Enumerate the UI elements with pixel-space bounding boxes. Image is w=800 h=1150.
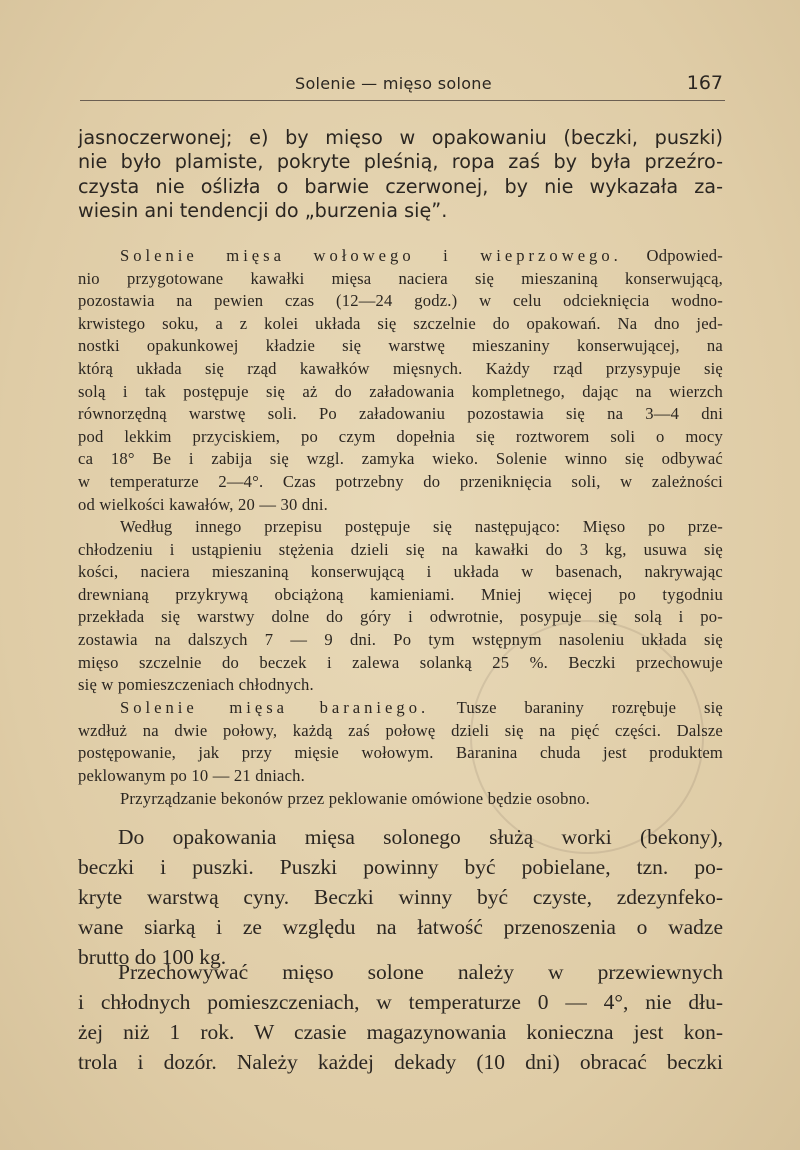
text-line: peklowanym po 10 — 21 dniach. xyxy=(78,765,306,785)
running-title: Solenie — mięso solone xyxy=(295,74,492,93)
text-line: krwistego soku, a z kolei układa się szczelnie do opakowań. Na dno jed- xyxy=(78,313,723,333)
section-heading: Solenie mięsa baraniego. xyxy=(120,698,430,717)
section-mutton xyxy=(78,697,723,787)
text-line: zostawia na dalszych 7 — 9 dni. Po tym wstępnym nasoleniu układa się xyxy=(78,629,723,649)
text-line: Do opakowania mięsa solonego służą worki (bekony), xyxy=(118,825,723,849)
text-line: wane siarką i ze względu na łatwość przenoszenia o wadze xyxy=(78,915,723,939)
text-line: kości, naciera mieszaniną konserwującą i układa w basenach, nakrywając xyxy=(78,562,723,582)
text-line: pozostawia na pewien czas (12—24 godz.) w celu odcieknięcia wodno- xyxy=(78,291,723,311)
section-heading: Solenie mięsa wołowego i wieprzowego. xyxy=(120,246,622,265)
text-line xyxy=(78,697,723,720)
text-line: nio przygotowane kawałki mięsa naciera się mieszaniną konserwującą, xyxy=(78,268,723,288)
page-number: 167 xyxy=(686,72,723,94)
text-line: którą układa się rząd kawałków mięsnych. Każdy rząd przysypuje się xyxy=(78,358,723,378)
text-line: brutto do 100 kg. xyxy=(78,945,227,969)
page-header xyxy=(80,70,725,101)
text-line: postępowanie, jak przy mięsie wołowym. Baranina chuda jest produktem xyxy=(78,743,723,763)
text-line: w temperaturze 2—4°. Czas potrzebny do przeniknięcia soli, w zależności xyxy=(78,471,723,491)
text-line: i chłodnych pomieszczeniach, w temperaturze 0 — 4°, nie dłu- xyxy=(78,990,723,1014)
text-line: jasnoczerwonej; e) by mięso w opakowaniu (beczki, puszki) xyxy=(78,126,723,149)
text-line: nie było plamiste, pokryte pleśnią, ropa zaś by była przeźro- xyxy=(78,150,723,174)
text-line xyxy=(78,245,723,268)
section-beef-pork xyxy=(78,245,723,516)
text-line: drewnianą przykrywą obciążoną kamieniami. Mniej więcej po tygodniu xyxy=(78,584,723,604)
text-line: Według innego przepisu postępuje się następująco: Mięso po prze- xyxy=(120,517,723,536)
paragraph-packaging xyxy=(78,822,723,972)
text-line: równorzędną warstwę soli. Po załadowaniu pozostawia się na 3—4 dni xyxy=(78,404,723,424)
text-line: solą i tak postępuje się aż do załadowania kompletnego, dając na wierzch xyxy=(78,381,723,401)
text-line: wzdłuż na dwie połowy, każdą zaś połowę dzieli się na pięć części. Dalsze xyxy=(78,720,723,740)
section-heading-rest: Tusze baraniny rozrębuje się xyxy=(456,698,723,717)
text-line: żej niż 1 rok. W czasie magazynowania konieczna jest kon- xyxy=(78,1020,723,1044)
intro-paragraph xyxy=(78,126,723,224)
section-alternative-recipe xyxy=(78,516,723,697)
text-line: Przechowywać mięso solone należy w przewiewnych xyxy=(118,960,723,984)
text-line: się w pomieszczeniach chłodnych. xyxy=(78,675,314,695)
section-heading-rest: Odpowied- xyxy=(646,246,723,265)
text-line: od wielkości kawałów, 20 — 30 dni. xyxy=(78,494,328,514)
section-bacon-note xyxy=(78,788,723,811)
text-line: trola i dozór. Należy każdej dekady (10 dni) obracać beczki xyxy=(78,1050,723,1074)
text-line: mięso szczelnie do beczek i zalewa solanką 25 %. Beczki przechowuje xyxy=(78,652,723,672)
text-line: nostki opakunkowej kładzie się warstwę mieszaniny konserwującej, na xyxy=(78,336,723,356)
text-line: pod lekkim przyciskiem, po czym dopełnia się roztworem soli o mocy xyxy=(78,426,723,446)
text-line: Przyrządzanie bekonów przez peklowanie omówione będzie osobno. xyxy=(120,789,590,808)
text-line: chłodzeniu i ustąpieniu stężenia dzieli się na kawałki do 3 kg, usuwa się xyxy=(78,539,723,559)
text-line: ca 18° Be i zabija się wzgl. zamyka wieko. Solenie winno się odbywać xyxy=(78,449,723,469)
text-line: przekłada się warstwy dolne do góry i odwrotnie, posypuje się solą i po- xyxy=(78,607,723,627)
paragraph-storage xyxy=(78,957,723,1077)
text-line: czysta nie oślizła o barwie czerwonej, by nie wykazała za- xyxy=(78,174,723,198)
text-line: kryte warstwą cyny. Beczki winny być czyste, zdezynfeko- xyxy=(78,885,723,909)
text-line: wiesin ani tendencji do „burzenia się”. xyxy=(78,199,448,223)
text-line: beczki i puszki. Puszki powinny być pobielane, tzn. po- xyxy=(78,855,723,879)
